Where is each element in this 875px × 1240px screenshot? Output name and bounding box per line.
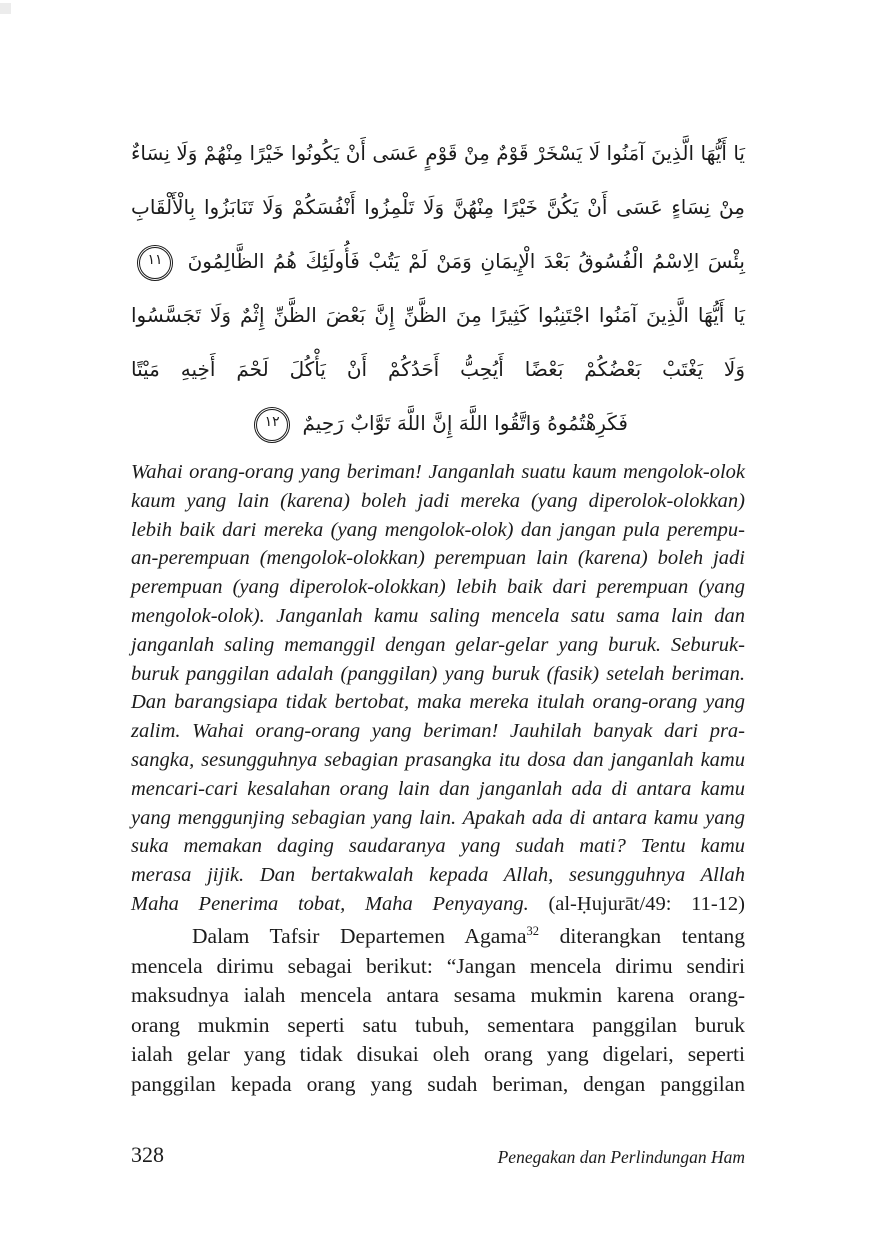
translation-line-text: Maha Penerima tobat, Maha Penyayang.: [131, 892, 529, 915]
quran-verse-block: [131, 126, 745, 450]
translation-line: mengolok-olok). Janganlah kamu saling mencela satu sama lain dan: [131, 604, 745, 627]
translation-line: Wahai orang-orang yang beriman! Janganlah suatu kaum mengolok-olok: [131, 461, 745, 483]
quran-reference: (al-Ḥujurāt/49: 11-12): [548, 892, 746, 915]
translation-line: kaum yang lain (karena) boleh jadi mereka (yang diperolok-olokkan): [131, 489, 745, 512]
footer-running-title: Penegakan dan Perlindungan Ham: [497, 1147, 745, 1167]
translation-line-last: [131, 890, 745, 919]
translation-line: lebih baik dari mereka (yang mengolok-olok) dan jangan pula perempu-: [131, 518, 745, 541]
translation-line: sangka, sesungguhnya sebagian prasangka itu dosa dan janganlah kamu: [131, 748, 745, 771]
arabic-line-3: [131, 234, 745, 288]
translation-line: suka memakan daging saudaranya yang sudah mati? Tentu kamu: [131, 835, 745, 858]
translation-line: janganlah saling memanggil dengan gelar-gelar yang buruk. Seburuk-: [131, 633, 745, 656]
translation-line: buruk panggilan adalah (panggilan) yang buruk (fasik) setelah beriman.: [131, 662, 745, 685]
arabic-line-1: يَا أَيُّهَا الَّذِينَ آمَنُوا لَا يَسْخَرْ قَوْمٌ مِنْ قَوْمٍ عَسَى أَنْ يَكُونُوا خَيْرًا مِنْهُمْ وَلَا نِسَاءٌ: [131, 141, 745, 165]
arabic-line-4: يَا أَيُّهَا الَّذِينَ آمَنُوا اجْتَنِبُوا كَثِيرًا مِنَ الظَّنِّ إِنَّ بَعْضَ الظَّنِّ إِثْمٌ وَلَا تَجَسَّسُوا: [131, 303, 745, 327]
commentary-line: panggilan kepada orang yang sudah beriman, dengan panggilan: [131, 1071, 745, 1096]
scan-artifact: [0, 3, 11, 14]
commentary-line-text: Dalam Tafsir Departemen Agama: [192, 924, 527, 948]
arabic-line-2: مِنْ نِسَاءٍ عَسَى أَنْ يَكُنَّ خَيْرًا مِنْهُنَّ وَلَا تَلْمِزُوا أَنْفُسَكُمْ وَلَا تَنَابَزُوا بِالْأَلْقَابِ: [131, 195, 745, 219]
footer-page-number: 328: [131, 1142, 164, 1167]
translation-line: mencari-cari kesalahan orang lain dan janganlah ada di antara kamu: [131, 777, 745, 800]
translation-block: [131, 458, 745, 919]
footnote-ref: 32: [526, 923, 540, 938]
translation-line: zalim. Wahai orang-orang yang beriman! Jauhilah banyak dari pra-: [131, 720, 745, 743]
commentary-line-text: diterangkan tentang: [539, 924, 745, 948]
arabic-line-6-text: فَكَرِهْتُمُوهُ وَاتَّقُوا اللَّهَ إِنَّ اللَّهَ تَوَّابٌ رَحِيمٌ: [302, 411, 628, 435]
commentary-line-1: [131, 922, 745, 952]
commentary-line: ialah gelar yang tidak disukai oleh orang yang digelari, seperti: [131, 1042, 745, 1067]
translation-line: yang menggunjing sebagian yang lain. Apakah ada di antara kamu yang: [131, 806, 745, 829]
translation-line: an-perempuan (mengolok-olokkan) perempuan lain (karena) boleh jadi: [131, 547, 745, 570]
translation-line: Dan barangsiapa tidak bertobat, maka mereka itulah orang-orang yang: [131, 691, 745, 714]
commentary-line: orang mukmin seperti satu tubuh, sementara panggilan buruk: [131, 1012, 745, 1037]
commentary-line: maksudnya ialah mencela antara sesama mukmin karena orang-: [131, 983, 745, 1008]
commentary-paragraph: [131, 922, 745, 1100]
commentary-line: mencela dirimu sebagai berikut: “Jangan mencela dirimu sendiri: [131, 953, 745, 978]
ayah-marker-11: ١١: [137, 245, 173, 281]
translation-line: perempuan (yang diperolok-olokkan) lebih baik dari perempuan (yang: [131, 576, 745, 599]
arabic-line-3-text: بِئْسَ الِاسْمُ الْفُسُوقُ بَعْدَ الْإِيمَانِ وَمَنْ لَمْ يَتُبْ فَأُولَئِكَ هُمُ الظَّالِمُونَ: [187, 249, 745, 273]
arabic-line-6: [131, 396, 745, 450]
ayah-marker-12: ١٢: [254, 407, 290, 443]
translation-line: merasa jijik. Dan bertakwalah kepada Allah, sesungguhnya Allah: [131, 864, 745, 887]
arabic-line-5: وَلَا يَغْتَبْ بَعْضُكُمْ بَعْضًا أَيُحِبُّ أَحَدُكُمْ أَنْ يَأْكُلَ لَحْمَ أَخِيهِ مَيْتًا: [131, 357, 745, 381]
